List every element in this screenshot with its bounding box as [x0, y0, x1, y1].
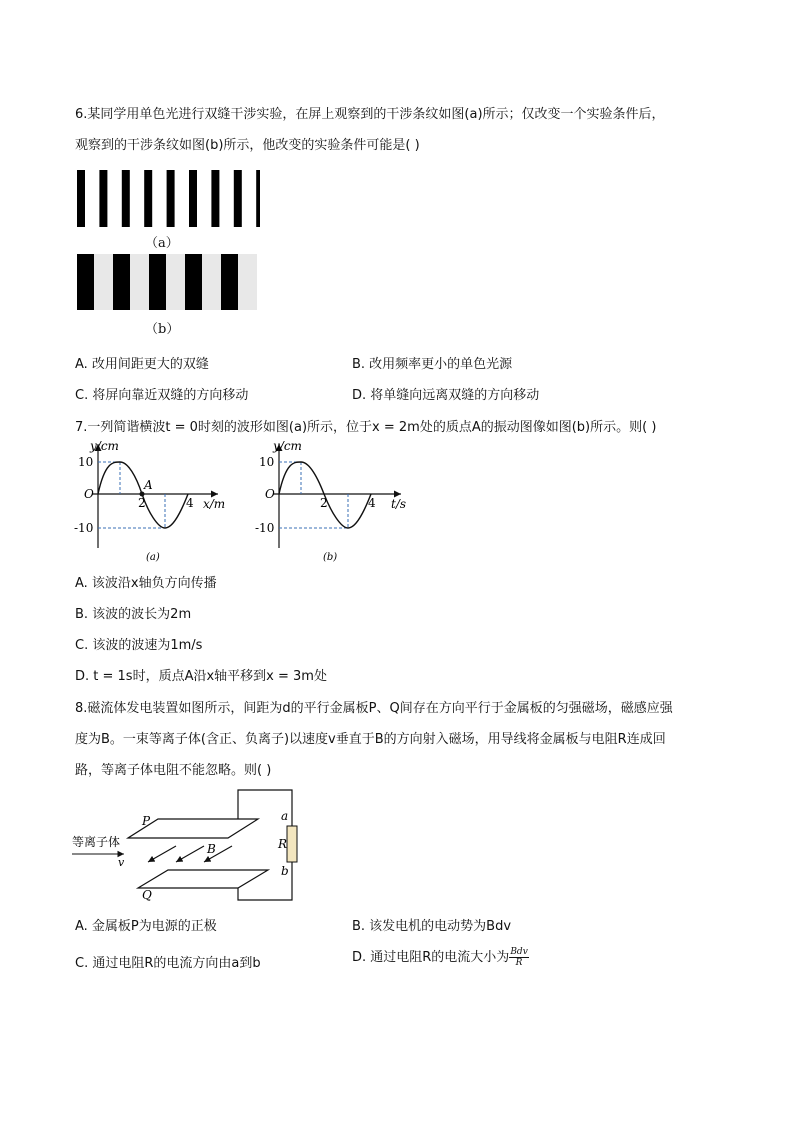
graph-b-origin: O: [265, 487, 275, 501]
dark-fringe: [77, 254, 94, 310]
q8-option-d[interactable]: [352, 946, 529, 968]
fig-a-caption: （a）: [145, 236, 179, 251]
q8-stem-line1: 8.磁流体发电装置如图所示，间距为d的平行金属板P、Q间存在方向平行于金属板的匀强磁场，磁感应强: [75, 701, 673, 716]
q8-option-c[interactable]: C. 通过电阻R的电流方向由a到b: [75, 956, 261, 971]
dark-fringe: [221, 254, 238, 310]
q7-option-d[interactable]: D. t = 1s时，质点A沿x轴平移到x = 3m处: [75, 669, 327, 684]
graph-a-point-a: A: [144, 478, 153, 492]
dark-fringe: [167, 170, 175, 227]
plate-p-label: P: [142, 814, 151, 828]
dark-fringe: [149, 254, 166, 310]
dark-fringe: [99, 170, 107, 227]
q6-option-a[interactable]: A. 改用间距更大的双缝: [75, 357, 209, 372]
q8-stem-line3: 路，等离子体电阻不能忽略。则( ): [75, 763, 272, 778]
dark-fringe: [185, 254, 202, 310]
dark-fringe: [144, 170, 152, 227]
terminal-a-label: a: [281, 809, 289, 823]
graph-a-origin: O: [84, 487, 94, 501]
graph-b-xlabel: t/s: [391, 497, 407, 511]
fig-b-caption: （b）: [145, 322, 180, 337]
dark-fringe: [211, 170, 219, 227]
q8-option-a[interactable]: A. 金属板P为电源的正极: [75, 919, 217, 934]
q6-option-b[interactable]: B. 改用频率更小的单色光源: [352, 357, 513, 372]
graph-a-xlabel: x/m: [203, 497, 226, 511]
graph-b-caption: (b): [323, 552, 338, 563]
dark-fringe: [234, 170, 242, 227]
fraction-numerator: Bdv: [510, 947, 528, 957]
wave-graph-a: [70, 436, 240, 564]
graph-b-xtick-2: 2: [320, 496, 328, 510]
fraction-denominator: R: [515, 958, 523, 968]
dark-fringe: [256, 170, 260, 227]
q6-stem-line1: 6.某同学用单色光进行双缝干涉实验，在屏上观察到的干涉条纹如图(a)所示；仅改变一个实验条件后，: [75, 107, 665, 122]
current-fraction: [509, 947, 528, 968]
fringe-pattern-b: [77, 254, 260, 310]
dark-fringe: [77, 170, 85, 227]
graph-a-xtick-2: 2: [138, 496, 146, 510]
q7-option-a[interactable]: A. 该波沿x轴负方向传播: [75, 576, 217, 591]
q8-option-d-text: D. 通过电阻R的电流大小为: [352, 950, 510, 965]
graph-b-ytick-10: 10: [259, 455, 275, 469]
q7-option-b[interactable]: B. 该波的波长为2m: [75, 607, 192, 622]
velocity-label: v: [118, 856, 125, 869]
mhd-generator-diagram: [68, 786, 308, 906]
plate-q-label: Q: [142, 888, 152, 902]
q7-option-c[interactable]: C. 该波的波速为1m/s: [75, 638, 203, 653]
plasma-label: 等离子体: [72, 835, 121, 849]
terminal-b-label: b: [281, 864, 289, 878]
resistor-r-label: R: [278, 837, 288, 851]
fringe-pattern-a: [77, 170, 260, 227]
graph-a-ytick-neg10: -10: [74, 521, 94, 535]
vibration-graph-b: [253, 436, 423, 564]
q8-option-b[interactable]: B. 该发电机的电动势为Bdv: [352, 919, 512, 934]
dark-fringe: [113, 254, 130, 310]
dark-fringe: [189, 170, 197, 227]
q6-stem-line2: 观察到的干涉条纹如图(b)所示，他改变的实验条件可能是( ): [75, 138, 420, 153]
dark-fringe: [122, 170, 130, 227]
graph-a-caption: (a): [146, 552, 160, 563]
field-b-label: B: [207, 842, 216, 856]
q7-stem: 7.一列简谐横波t = 0时刻的波形如图(a)所示，位于x = 2m处的质点A的振动图像如图(b)所示。则( ): [75, 420, 657, 435]
q6-option-d[interactable]: D. 将单缝向远离双缝的方向移动: [352, 388, 540, 403]
graph-b-ylabel: y/cm: [273, 439, 302, 453]
graph-a-ytick-10: 10: [78, 455, 94, 469]
graph-b-ytick-neg10: -10: [255, 521, 275, 535]
q6-option-c[interactable]: C. 将屏向靠近双缝的方向移动: [75, 388, 249, 403]
graph-a-xtick-4: 4: [186, 496, 194, 510]
graph-b-xtick-4: 4: [368, 496, 376, 510]
graph-a-ylabel: y/cm: [90, 439, 119, 453]
q8-stem-line2: 度为B。一束等离子体(含正、负离子)以速度v垂直于B的方向射入磁场，用导线将金属板与电阻R连成回: [75, 732, 666, 747]
